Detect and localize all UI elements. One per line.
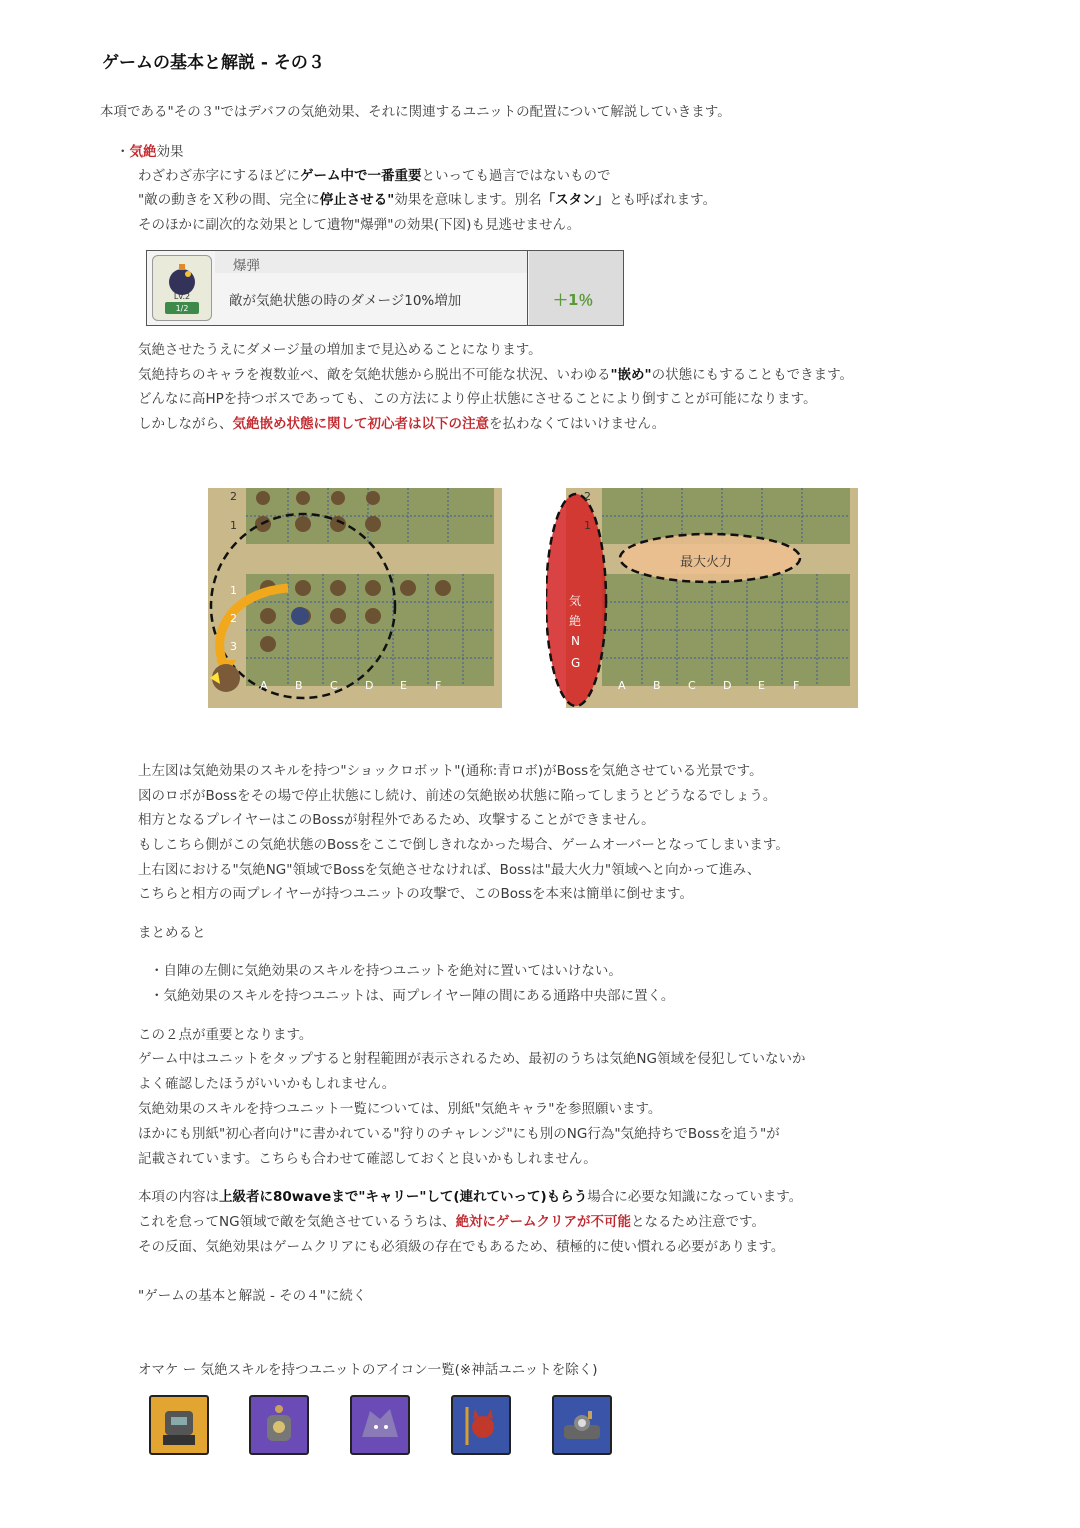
right-col-c: C — [688, 679, 696, 692]
stun-ng-char-3: N — [571, 634, 580, 648]
p2-c: 効果を意味します。別名 — [394, 192, 542, 208]
p5-c: の状態にもすることもできます。 — [651, 367, 853, 383]
final1-emphasis: 上級者に80waveまで"キャリー"して(連れていって)もらう — [219, 1189, 588, 1205]
p2-stun: 「スタン」 — [541, 192, 610, 208]
bomb-relic-icon — [152, 255, 212, 321]
final-line-2 — [138, 1213, 765, 1231]
summary-item-1: ・自陣の左側に気絶効果のスキルを持つユニットを絶対に置いてはいけない。 — [150, 963, 622, 979]
section-heading-red: 気絶 — [129, 144, 157, 160]
shock-robot-unit-icon — [249, 1395, 309, 1455]
paragraph-4: 気絶させたうえにダメージ量の増加まで見込めることになります。 — [138, 342, 542, 358]
relic-value: ＋1％ — [553, 291, 594, 309]
relic-name: 爆弾 — [233, 258, 260, 274]
right-board-diagram — [546, 488, 860, 710]
stun-ng-char-4: G — [571, 656, 581, 670]
devil-unit-icon — [451, 1395, 511, 1455]
after-line-1: この２点が重要となります。 — [138, 1027, 313, 1043]
p7-c: を払わなくてはいけません。 — [489, 416, 666, 432]
wolf-unit-icon — [350, 1395, 410, 1455]
relic-description: 敵が気絶状態の時のダメージ10%増加 — [229, 293, 462, 309]
paragraph-3: そのほかに副次的な効果として遺物"爆弾"の効果(下図)も見逃せません。 — [138, 217, 581, 233]
section-bullet: ・ — [116, 144, 130, 160]
summary-label: まとめると — [138, 925, 206, 941]
intro-text: 本項である"その３"ではデバフの気絶効果、それに関連するユニットの配置について解説していきます。 — [100, 104, 731, 120]
relic-divider — [527, 251, 528, 325]
right-col-d: D — [723, 679, 732, 692]
relic-count: 1/2 — [175, 304, 189, 313]
relic-value-cell — [529, 251, 623, 325]
left-col-e: E — [400, 679, 407, 692]
explain-line-2: 図のロボがBossをその場で停止状態にし続け、前述の気絶嵌め状態に陥ってしまうとどうなるでしょう。 — [138, 788, 777, 804]
final-line-1 — [138, 1188, 802, 1206]
right-col-f: F — [793, 679, 800, 692]
right-col-e: E — [758, 679, 765, 692]
p2-emphasis: 停止させる" — [319, 192, 395, 208]
after-line-5: ほかにも別紙"初心者向け"に書かれている"狩りのチャレンジ"にも別のNG行為"気絶持ちでBossを追う"が — [138, 1126, 780, 1142]
p1-c: といっても過言ではないもので — [421, 168, 611, 184]
left-col-b: B — [295, 679, 303, 692]
after-line-3: よく確認したほうがいいかもしれません。 — [138, 1076, 396, 1092]
tank-unit-icon — [552, 1395, 612, 1455]
left-col-c: C — [330, 679, 338, 692]
section-heading-rest: 効果 — [156, 144, 184, 160]
explain-line-5: 上右図における"気絶NG"領域でBossを気絶させなければ、Bossは"最大火力"領域へと向かって進み、 — [138, 862, 761, 878]
summary-item-2: ・気絶効果のスキルを持つユニットは、両プレイヤー陣の間にある通路中央部に置く。 — [150, 988, 675, 1004]
left-board-diagram — [208, 488, 502, 708]
final2-c: となるため注意です。 — [631, 1214, 765, 1230]
explain-line-6: こちらと相方の両プレイヤーが持つユニットの攻撃で、このBossを本来は簡単に倒せます。 — [138, 886, 693, 902]
after-line-4: 気絶効果のスキルを持つユニット一覧については、別紙"気絶キャラ"を参照願います。 — [138, 1101, 662, 1117]
left-row-top-1: 1 — [230, 519, 237, 532]
max-firepower-label: 最大火力 — [680, 555, 733, 570]
final1-c: 場合に必要な知識になっています。 — [587, 1189, 803, 1205]
paragraph-6: どんなに高HPを持つボスであっても、この方法により停止状態にさせることにより倒すことが可能になります。 — [138, 391, 817, 407]
right-row-top-1: 1 — [584, 519, 591, 532]
p5-emphasis: "嵌め" — [610, 367, 652, 383]
paragraph-1 — [138, 167, 611, 185]
left-row-bottom-2: 2 — [230, 612, 237, 625]
p5-a: 気絶持ちのキャラを複数並べ、敵を気絶状態から脱出不可能な状況、いわゆる — [138, 367, 611, 383]
p1-emphasis: ゲーム中で一番重要 — [300, 168, 422, 184]
paragraph-5 — [138, 366, 853, 384]
paragraph-7 — [138, 415, 665, 433]
robot-unit-icon — [149, 1395, 209, 1455]
right-row-top-2: 2 — [584, 490, 591, 503]
relic-level: Lv.2 — [173, 292, 191, 301]
left-col-d: D — [365, 679, 374, 692]
final1-a: 本項の内容は — [138, 1189, 219, 1205]
p7-warning: 気絶嵌め状態に関して初心者は以下の注意 — [232, 416, 489, 432]
explain-line-4: もしこちら側がこの気絶状態のBossをここで倒しきれなかった場合、ゲームオーバーとなってしまいます。 — [138, 837, 789, 853]
section-heading — [116, 143, 184, 161]
after-line-6: 記載されています。こちらも合わせて確認しておくと良いかもしれません。 — [138, 1151, 597, 1167]
explain-line-3: 相方となるプレイヤーはこのBossが射程外であるため、攻撃することができません。 — [138, 812, 655, 828]
page-title: ゲームの基本と解説 - その３ — [102, 53, 325, 73]
p1-a: わざわざ赤字にするほどに — [138, 168, 300, 184]
p7-a: しかしながら、 — [138, 416, 233, 432]
relic-header — [215, 251, 527, 273]
paragraph-2 — [138, 191, 716, 209]
left-row-top-2: 2 — [230, 490, 237, 503]
left-row-bottom-1: 1 — [230, 584, 237, 597]
after-line-2: ゲーム中はユニットをタップすると射程範囲が表示されるため、最初のうちは気絶NG領域を侵犯していないか — [138, 1051, 806, 1067]
relic-table — [146, 250, 624, 326]
right-col-b: B — [653, 679, 661, 692]
final-line-3: その反面、気絶効果はゲームクリアにも必須級の存在でもあるため、積極的に使い慣れる必要があります。 — [138, 1239, 785, 1255]
continue-note: "ゲームの基本と解説 - その４"に続く — [138, 1288, 367, 1304]
bonus-heading: オマケ ー 気絶スキルを持つユニットのアイコン一覧(※神話ユニットを除く) — [138, 1362, 598, 1378]
p2-a: "敵の動きをＸ秒の間、完全に — [138, 192, 320, 208]
stun-ng-char-1: 気 — [569, 594, 582, 608]
left-col-f: F — [435, 679, 442, 692]
final2-warning: 絶対にゲームクリアが不可能 — [455, 1214, 632, 1230]
stun-ng-char-2: 絶 — [569, 614, 582, 628]
final2-a: これを怠ってNG領域で敵を気絶させているうちは、 — [138, 1214, 456, 1230]
left-col-a: A — [260, 679, 268, 692]
right-col-a: A — [618, 679, 626, 692]
explain-line-1: 上左図は気絶効果のスキルを持つ"ショックロボット"(通称:青ロボ)がBossを気絶させている光景です。 — [138, 763, 763, 779]
p2-e: とも呼ばれます。 — [609, 192, 717, 208]
left-row-bottom-3: 3 — [230, 640, 237, 653]
